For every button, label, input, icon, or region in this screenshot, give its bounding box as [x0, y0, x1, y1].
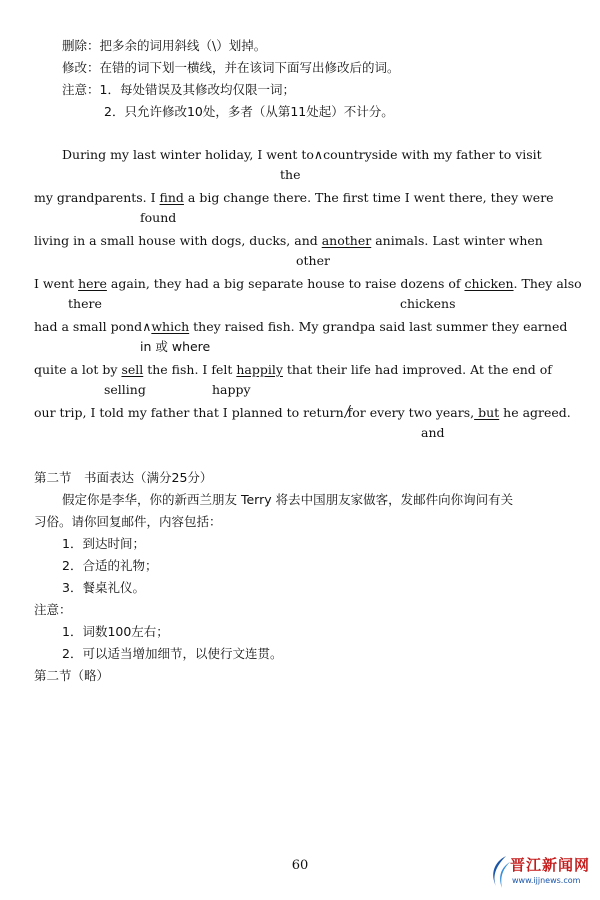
passage-line-1	[62, 147, 542, 163]
insert-caret: ∧	[142, 319, 152, 334]
passage-text: that their life had improved. At the end of	[282, 362, 552, 377]
instruction-note-1: 注意：1．每处错误及其修改均仅限一词；	[62, 82, 295, 97]
prompt-item-2: 2．合适的礼物；	[62, 558, 158, 573]
instruction-modify: 修改：在错的词下划一横线，并在该词下面写出修改后的词。	[62, 60, 400, 75]
passage-text: or	[352, 405, 366, 420]
note-item-1: 1．词数100左右；	[62, 624, 169, 639]
error-word: but	[474, 405, 500, 420]
error-word: sell	[121, 362, 144, 377]
passage-text: every two years,	[365, 405, 475, 420]
error-word: which	[151, 319, 190, 334]
passage-text: my grandparents. I	[34, 190, 160, 205]
correction-the: the	[280, 167, 301, 182]
insert-caret: ∧	[313, 147, 324, 162]
passage-line-6	[34, 362, 552, 378]
correction-there: there	[68, 296, 102, 311]
correction-in-or-where: in 或 where	[140, 339, 211, 354]
instruction-delete: 删除：把多余的词用斜线（\）划掉。	[62, 38, 267, 53]
passage-text: animals. Last winter when	[371, 233, 543, 248]
prompt-item-3: 3．餐桌礼仪。	[62, 580, 145, 595]
correction-and: and	[421, 425, 445, 440]
passage-text: During my last winter holiday, I went to	[62, 147, 314, 162]
correction-found: found	[140, 210, 177, 225]
note-label: 注意：	[34, 602, 72, 617]
error-word: here	[78, 276, 107, 291]
error-word: another	[321, 233, 372, 248]
passage-text: countryside with my father to visit	[323, 147, 542, 162]
struck-letter: f	[347, 405, 353, 420]
site-logo	[488, 850, 598, 896]
passage-text: our trip, I told my father that I planned to return	[34, 405, 348, 420]
answer-line: 第二节（略）	[34, 668, 110, 683]
passage-text: had a small pond	[34, 319, 143, 334]
prompt-line-1: 假定你是李华，你的新西兰朋友 Terry 将去中国朋友家做客，发邮件向你询问有关	[62, 492, 514, 507]
passage-text: quite a lot by	[34, 362, 122, 377]
note-item-2: 2．可以适当增加细节，以使行文连贯。	[62, 646, 283, 661]
passage-text: the fish. I felt	[143, 362, 237, 377]
correction-other: other	[296, 253, 330, 268]
correction-chickens: chickens	[400, 296, 456, 311]
passage-text: he agreed.	[499, 405, 571, 420]
logo-url: www.ijjnews.com	[512, 876, 581, 885]
passage-text: living in a small house with dogs, ducks, and	[34, 233, 322, 248]
passage-text: they raised fish. My grandpa said last summer they earned	[189, 319, 568, 334]
passage-line-7	[34, 405, 571, 421]
passage-text: . They also	[513, 276, 582, 291]
error-word: find	[159, 190, 184, 205]
prompt-item-1: 1．到达时间；	[62, 536, 145, 551]
prompt-line-2: 习俗。请你回复邮件，内容包括：	[34, 514, 222, 529]
section-heading: 第二节 书面表达（满分25分）	[34, 470, 213, 485]
passage-line-4	[34, 276, 582, 292]
instruction-note-2: 2．只允许修改10处，多者（从第11处起）不计分。	[104, 104, 394, 119]
page-number: 60	[291, 858, 309, 873]
passage-text: a big change there. The first time I went there, they were	[183, 190, 554, 205]
error-word: chicken	[464, 276, 514, 291]
passage-text: I went	[34, 276, 79, 291]
passage-line-2	[34, 190, 554, 206]
passage-text: again, they had a big separate house to raise dozens of	[106, 276, 465, 291]
logo-text: 晋江新闻网	[510, 856, 591, 874]
passage-line-3	[34, 233, 543, 249]
passage-line-5	[34, 319, 567, 335]
logo-swoosh-icon	[488, 852, 512, 892]
correction-selling: selling	[104, 382, 146, 397]
error-word: happily	[236, 362, 283, 377]
correction-happy: happy	[212, 382, 251, 397]
